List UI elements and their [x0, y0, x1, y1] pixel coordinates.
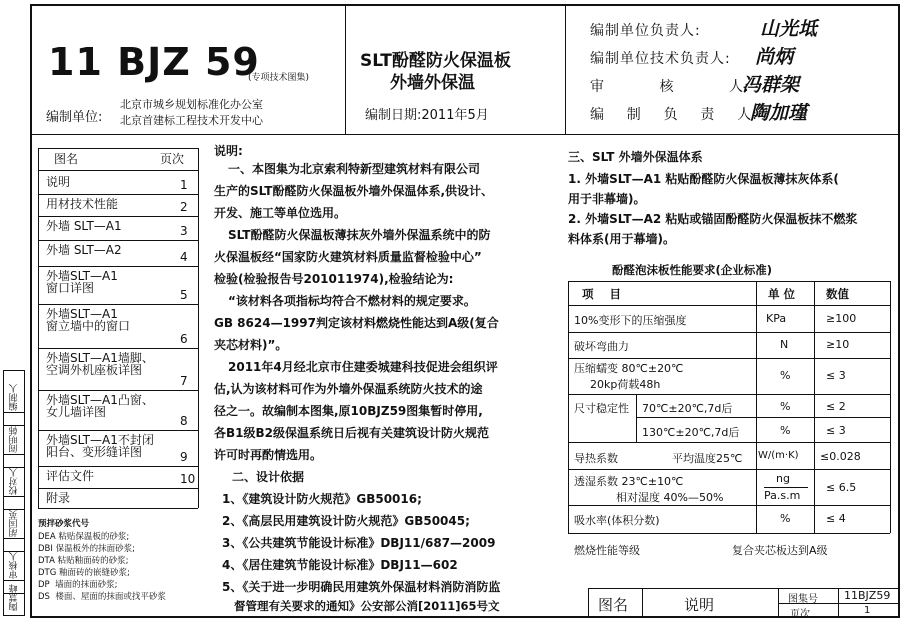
col-unit-header: 单 位: [768, 287, 796, 301]
prop-value: ≥10: [826, 338, 850, 351]
toc-item-name: 说明: [46, 175, 71, 189]
atlas-code: 11 BJZ 59: [48, 40, 260, 84]
prop-unit: %: [780, 512, 791, 525]
description-line: 许可时再酌情选用。: [214, 448, 323, 462]
org-line-2: 北京首建标工程技术开发中心: [120, 114, 263, 127]
toc-item-page: 3: [180, 224, 188, 238]
prop-item: 10%变形下的压缩强度: [574, 314, 687, 327]
legend-item: DTG 釉面砖的嵌缝砂浆;: [38, 568, 130, 578]
toc-divider: [38, 170, 198, 171]
system-item: 2. 外墙SLT—A2 粘贴或锚固酚醛防火保温板抹不燃浆: [568, 212, 858, 226]
prop-value: ≤ 3: [826, 369, 846, 382]
description-line: GB 8624—1997判定该材料燃烧性能达到A级(复合: [214, 316, 499, 330]
toc-item[interactable]: [38, 194, 198, 216]
table-line: [636, 417, 890, 418]
col-value-header: 数值: [826, 287, 849, 301]
prop-unit-2: Pa.s.m: [764, 489, 801, 502]
table-line: [636, 394, 637, 442]
header-divider-v2: [565, 4, 566, 134]
legend-item: DP 墙面的抹面砂浆;: [38, 580, 118, 590]
prop-value: ≥100: [826, 312, 857, 325]
basis-item: 5、《关于进一步明确民用建筑外保温材料消防消防监: [222, 580, 501, 594]
description-line: 开发、施工等单位选用。: [214, 206, 347, 220]
prop-unit: W/(m·K): [758, 450, 799, 461]
table-line: [568, 394, 890, 395]
toc-item-page: 8: [180, 414, 188, 428]
toc-item-page: 10: [180, 472, 196, 486]
system-item: 1. 外墙SLT—A1 粘贴酚醛防火保温板薄抹灰体系(: [568, 172, 839, 186]
table-line: [568, 469, 890, 470]
prop-unit: ng: [776, 472, 790, 485]
legend-item: DS 楼面、屋面的抹面或找平砂浆: [38, 592, 166, 602]
title-block-line: [642, 588, 643, 618]
page-title-line-1: SLT酚醛防火保温板: [360, 51, 511, 71]
table-line: [568, 505, 890, 506]
page-label: 页次: [790, 609, 810, 620]
toc-item-name: 外墙SLT—A1 窗立墙中的窗口: [46, 307, 131, 333]
system-heading: 三、SLT 外墙外保温体系: [568, 150, 703, 164]
description-line: SLT酚醛防火保温板薄抹灰外墙外保温系统中的防: [228, 228, 491, 242]
toc-header-page: 页次: [160, 152, 185, 166]
prop-unit: %: [780, 400, 791, 413]
side-stamp-cell: 校对人: [3, 454, 25, 510]
basis-item: 3、《公共建筑节能设计标准》DBJ11/687—2009: [222, 536, 496, 550]
prop-unit: KPa: [766, 312, 787, 325]
org-line-1: 北京市城乡规划标准化办公室: [120, 98, 263, 111]
signature-2: 尚炳: [755, 46, 794, 68]
description-line: 2011年4月经北京市住建委城建科技促进会组织评: [228, 360, 498, 374]
prop-item: 透湿系数 23℃±10℃: [574, 475, 684, 488]
table-line: [890, 281, 891, 533]
col-item-header: 项 目: [582, 287, 622, 301]
toc-item-name: 外墙SLT—A1 窗口详图: [46, 269, 118, 295]
prop-item: 燃烧性能等级: [574, 544, 640, 557]
drawing-name: 说明: [684, 596, 715, 614]
unit-fraction-bar: [764, 487, 808, 488]
basis-item: 4、《居住建筑节能设计标准》DBJ11—602: [222, 558, 458, 572]
table-line: [814, 281, 815, 533]
description-line: “该材料各项指标均符合不燃材料的规定要求。: [228, 294, 476, 308]
toc-item[interactable]: [38, 430, 198, 466]
table-line: [756, 281, 757, 533]
description-line: 火保温板经“国家防火建筑材料质量监督检验中心”: [214, 250, 482, 264]
compile-date: 编制日期:2011年5月: [365, 108, 489, 123]
toc-item-page: 7: [180, 374, 188, 388]
description-line: 估,认为该材料可作为外墙外保温系统防火技术的途: [214, 382, 483, 396]
atlas-no-label: 图集号: [788, 594, 818, 605]
responsibility-role-1: 编制单位负责人:: [590, 23, 701, 39]
properties-caption: 酚醛泡沫板性能要求(企业标准): [612, 263, 773, 277]
header-divider: [30, 134, 900, 135]
description-line: 检验(检验报告号201011974),检验结论为:: [214, 272, 454, 286]
prop-cond: 平均温度25℃: [672, 452, 743, 465]
legend-title: 预拌砂浆代号: [38, 519, 90, 529]
toc-border-right: [198, 148, 199, 508]
system-item: 料体系(用于幕墙)。: [568, 232, 675, 246]
description-line: 生产的SLT酚醛防火保温板外墙外保温体系,供设计、: [214, 184, 494, 198]
signature-4: 陶加瑾: [750, 102, 808, 124]
prop-item: 破坏弯曲力: [574, 340, 629, 353]
toc-item[interactable]: [38, 266, 198, 304]
page-title-line-2: 外墙外保温: [390, 73, 475, 93]
description-line: 夹芯材料)”。: [214, 338, 288, 352]
description-heading: 说明:: [214, 144, 243, 158]
title-block-line: [588, 588, 589, 618]
table-line: [568, 281, 569, 533]
atlas-code-note: (专项技术图集): [248, 73, 310, 83]
toc-item[interactable]: [38, 172, 198, 194]
toc-item[interactable]: [38, 240, 198, 266]
toc-item-name: 外墙SLT—A1不封闭 阳台、变形缝详图: [46, 433, 154, 459]
toc-item-page: 9: [180, 450, 188, 464]
prop-value: ≤ 2: [826, 400, 846, 413]
page-number: 1: [864, 605, 871, 616]
toc-item-page: 2: [180, 200, 188, 214]
side-stamp-cell: 陶慧峰: [3, 580, 25, 616]
toc-item-page: 1: [180, 178, 188, 192]
prop-cond: 130℃±20℃,7d后: [642, 426, 740, 439]
toc-divider: [38, 148, 198, 149]
legend-item: DTA 粘贴釉面砖的砂浆;: [38, 556, 129, 566]
drawing-name-label: 图名: [598, 596, 629, 614]
toc-item-name: 外墙SLT—A1凸窗、 女儿墙详图: [46, 393, 154, 419]
prop-unit: %: [780, 424, 791, 437]
signature-3: 冯群架: [742, 74, 800, 96]
prop-item: 压缩蠕变 80℃±20℃: [574, 362, 684, 375]
toc-item-name: 评估文件: [46, 469, 95, 483]
responsibility-role-3: 审 核 人:: [590, 79, 750, 95]
toc-item[interactable]: [38, 216, 198, 240]
toc-item[interactable]: [38, 390, 198, 430]
side-stamp-cell: 编制人: [3, 370, 25, 426]
responsibility-role-4: 编 制 负 责 人:: [590, 107, 758, 123]
prop-value: ≤ 4: [826, 512, 846, 525]
prop-value: ≤ 3: [826, 424, 846, 437]
side-stamp-cell: 审核人: [3, 538, 25, 594]
basis-item: 2、《高层民用建筑设计防火规范》GB50045;: [222, 514, 470, 528]
table-line: [568, 332, 890, 333]
description-line: 各B1级B2级保温系统日后视有关建筑设计防火规范: [214, 426, 489, 440]
toc-item-name: 用材技术性能: [46, 197, 119, 211]
legend-item: DBI 保温板外的抹面砂浆;: [38, 544, 135, 554]
table-line: [568, 281, 890, 282]
prop-item-2: 20kp荷载48h: [590, 378, 661, 391]
toc-item[interactable]: [38, 466, 198, 488]
toc-item-name: 外墙 SLT—A1: [46, 219, 122, 233]
toc-item[interactable]: [38, 304, 198, 348]
atlas-no: 11BJZ59: [844, 589, 891, 602]
prop-cond: 70℃±20℃,7d后: [642, 402, 733, 415]
description-line: 一、本图集为北京索利特新型建筑材料有限公司: [228, 162, 481, 176]
toc-item-page: 5: [180, 288, 188, 302]
basis-item: 1、《建筑设计防火规范》GB50016;: [222, 492, 422, 506]
prop-item: 导热系数: [574, 452, 618, 465]
prop-value: 复合夹芯板达到A级: [732, 544, 828, 557]
toc-item-page: 6: [180, 332, 188, 346]
legend-item: DEA 粘贴保温板的砂浆;: [38, 532, 130, 542]
prop-unit: N: [780, 338, 789, 351]
toc-divider: [38, 508, 198, 509]
basis-heading: 二、设计依据: [232, 470, 305, 484]
prop-value: ≤ 6.5: [826, 481, 857, 494]
signature-1: 山光坻: [760, 18, 818, 40]
prop-item: 吸水率(体积分数): [574, 514, 660, 527]
prop-item-2: 相对湿度 40%—50%: [616, 491, 724, 504]
table-line: [568, 358, 890, 359]
toc-item[interactable]: [38, 348, 198, 390]
side-stamp-cell: 胡国英: [3, 496, 25, 552]
toc-item[interactable]: [38, 488, 198, 508]
side-stamp-cell: 阎明韩: [3, 412, 25, 468]
org-label: 编制单位:: [46, 110, 103, 125]
toc-header-name: 图名: [54, 152, 79, 166]
table-line: [568, 442, 890, 443]
toc-item-name: 外墙 SLT—A2: [46, 243, 122, 257]
description-line: 径之一。故编制本图集,原10BJZ59图集暂时停用,: [214, 404, 483, 418]
table-line: [568, 533, 890, 534]
header-divider-v1: [345, 4, 346, 134]
system-item: 用于非幕墙)。: [568, 192, 646, 206]
table-line: [568, 305, 890, 306]
responsibility-role-2: 编制单位技术负责人:: [590, 51, 731, 67]
prop-item: 尺寸稳定性: [574, 402, 629, 415]
toc-item-name: 附录: [46, 491, 71, 505]
toc-item-page: 4: [180, 250, 188, 264]
toc-item-name: 外墙SLT—A1墙脚、 空调外机座板详图: [46, 351, 154, 377]
prop-unit: %: [780, 369, 791, 382]
prop-value: ≤0.028: [820, 450, 861, 463]
basis-item: 督管理有关要求的通知》公安部公消[2011]65号文: [222, 599, 500, 613]
